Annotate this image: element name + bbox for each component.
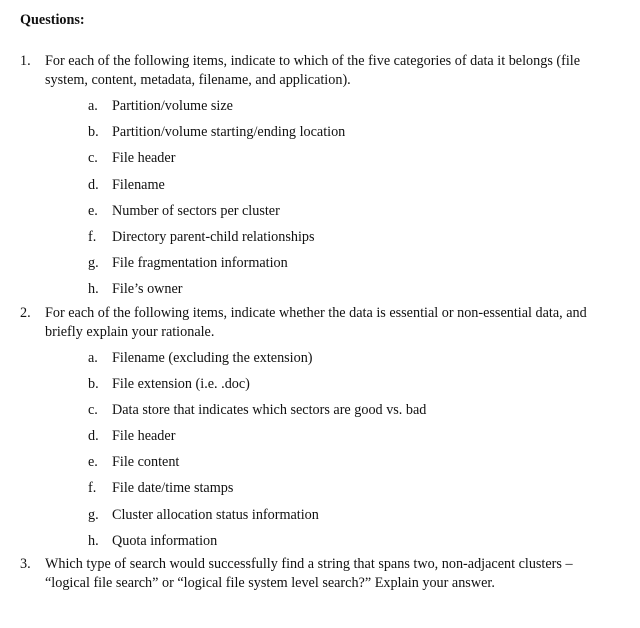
item-text: File header xyxy=(112,150,176,167)
item-text: Partition/volume size xyxy=(112,98,233,114)
item-text: Number of sectors per cluster xyxy=(112,202,280,219)
item-letter: d. xyxy=(88,428,99,445)
list-item xyxy=(45,149,640,175)
item-letter: a. xyxy=(88,98,98,114)
list-item xyxy=(45,202,640,228)
questions-heading: Questions: xyxy=(20,12,85,28)
list-item xyxy=(45,427,640,453)
item-text: Filename xyxy=(112,176,165,193)
question-1 xyxy=(20,52,640,307)
item-letter: h. xyxy=(88,281,99,298)
question-3 xyxy=(20,555,640,593)
question-text: For each of the following items, indicate whether the data is essential or non-essential data, and briefly explain your rationale. xyxy=(45,304,587,340)
question-number: 2. xyxy=(20,304,31,321)
item-text: File date/time stamps xyxy=(112,480,234,497)
list-item xyxy=(45,349,640,375)
item-text: Partition/volume starting/ending location xyxy=(112,124,346,141)
item-letter: c. xyxy=(88,150,98,167)
question-text: For each of the following items, indicate to which of the five categories of data it belongs (file system, content, metadata, filename, and application). xyxy=(45,53,581,88)
item-text: Directory parent-child relationships xyxy=(112,228,315,245)
list-item xyxy=(45,254,640,280)
item-letter: a. xyxy=(88,349,98,366)
item-letter: d. xyxy=(88,176,99,193)
question-2 xyxy=(20,304,640,559)
list-item xyxy=(45,123,640,149)
item-letter: g. xyxy=(88,255,99,272)
item-text: File fragmentation information xyxy=(112,255,288,272)
question-1-items xyxy=(45,97,640,307)
item-letter: b. xyxy=(88,375,99,392)
item-letter: h. xyxy=(88,532,99,549)
item-text: Data store that indicates which sectors are good vs. bad xyxy=(112,401,427,418)
item-text: File content xyxy=(112,454,180,471)
item-letter: e. xyxy=(88,202,98,219)
item-text: Quota information xyxy=(112,532,218,549)
list-item xyxy=(45,97,640,123)
list-item xyxy=(45,479,640,505)
item-letter: e. xyxy=(88,454,98,471)
item-text: Filename (excluding the extension) xyxy=(112,349,313,366)
question-2-items xyxy=(45,349,640,559)
item-letter: c. xyxy=(88,401,98,418)
item-letter: b. xyxy=(88,124,99,141)
item-text: File extension (i.e. .doc) xyxy=(112,375,250,392)
list-item xyxy=(45,375,640,401)
list-item xyxy=(45,176,640,202)
question-number: 3. xyxy=(20,556,31,572)
item-letter: f. xyxy=(88,480,97,497)
item-text: Cluster allocation status information xyxy=(112,506,319,523)
question-number: 1. xyxy=(20,53,31,69)
item-letter: g. xyxy=(88,506,99,523)
list-item xyxy=(45,401,640,427)
item-text: File header xyxy=(112,428,176,445)
item-text: File’s owner xyxy=(112,281,183,298)
item-letter: f. xyxy=(88,228,97,245)
list-item xyxy=(45,453,640,479)
list-item xyxy=(45,228,640,254)
list-item xyxy=(45,506,640,532)
question-text: Which type of search would successfully find a string that spans two, non-adjacent clusters – “logical file search” or “logical file system level search?” Explain your answer. xyxy=(45,556,573,591)
